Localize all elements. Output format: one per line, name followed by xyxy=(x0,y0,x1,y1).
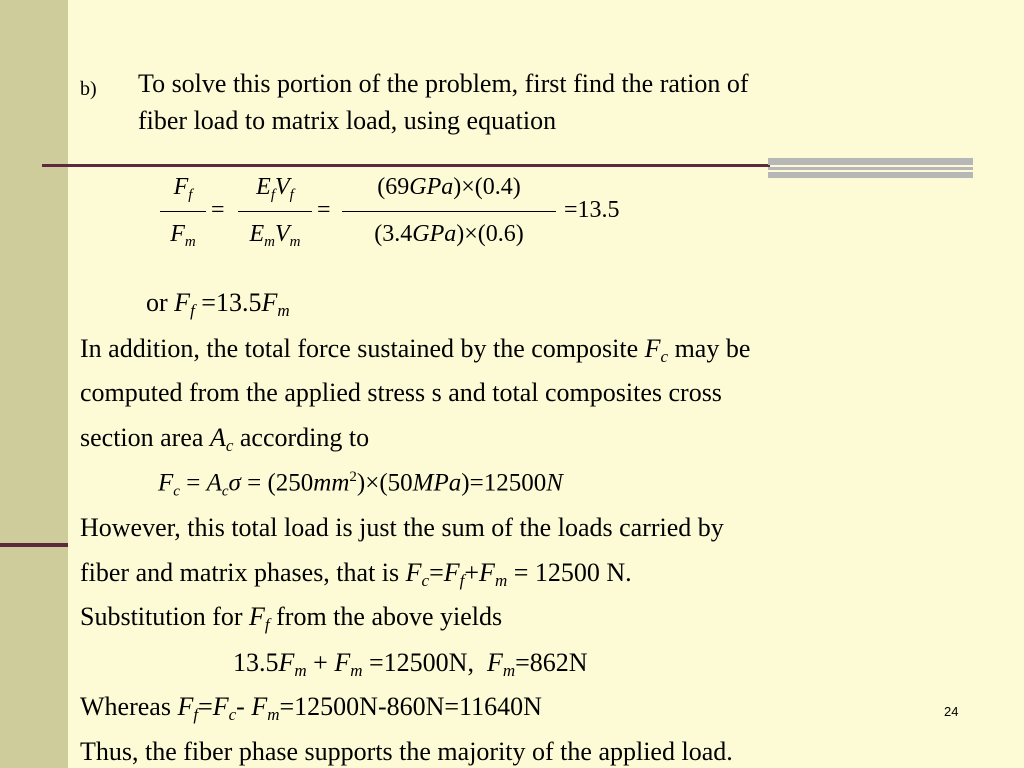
ratio-result: =13.5 xyxy=(564,197,620,223)
conclusion-line: Thus, the fiber phase supports the majority of the applied load. xyxy=(80,737,733,766)
intro-line-1: To solve this portion of the problem, first find the ration of xyxy=(138,69,749,98)
ratio-summary: or $F_f =13.5F_m$ xyxy=(146,288,290,320)
para2-line-3: Substitution for $F_f$ from the above yields xyxy=(80,602,503,634)
equation-matrix-force: $13.5F_m + F_m =12500N$, $F_m=862N$ xyxy=(233,648,588,680)
para2-line-1: However, this total load is just the sum of the loads carried by xyxy=(80,513,724,542)
left-sidebar xyxy=(0,0,68,768)
title-rule xyxy=(42,164,770,167)
fraction-numeric: (69GPa)×(0.4) (3.4GPa)×(0.6) xyxy=(342,174,556,260)
para1-line-3: section area $A_c$ according to xyxy=(80,423,370,455)
equals-sign: = xyxy=(211,197,225,223)
sidebar-divider xyxy=(0,543,68,547)
intro-line-2: fiber load to matrix load, using equation xyxy=(138,106,557,135)
fraction-modulus-volume: $E_fV_f$ $E_mV_m$ xyxy=(238,174,312,260)
equation-total-force: $F_c = A_c\sigma = (250mm^2)\times(50MPa)=12500N$ xyxy=(158,469,563,500)
para1-line-1: In addition, the total force sustained by the composite $F_c$ may be xyxy=(80,334,751,366)
fraction-force-ratio: $F_f$ $F_m$ xyxy=(160,174,206,260)
bullet-marker: b) xyxy=(80,78,97,100)
para2-line-2: fiber and matrix phases, that is $F_c=F_f+F_m = 12500$ N. xyxy=(80,558,632,590)
page-number: 24 xyxy=(944,704,959,719)
para1-line-2: computed from the applied stress s and total composites cross xyxy=(80,378,722,407)
whereas-line: Whereas $F_f=F_c-$ $F_m=12500N-860N=11640N$ xyxy=(80,692,542,724)
equals-sign: = xyxy=(317,197,331,223)
decorative-bars xyxy=(768,158,973,178)
